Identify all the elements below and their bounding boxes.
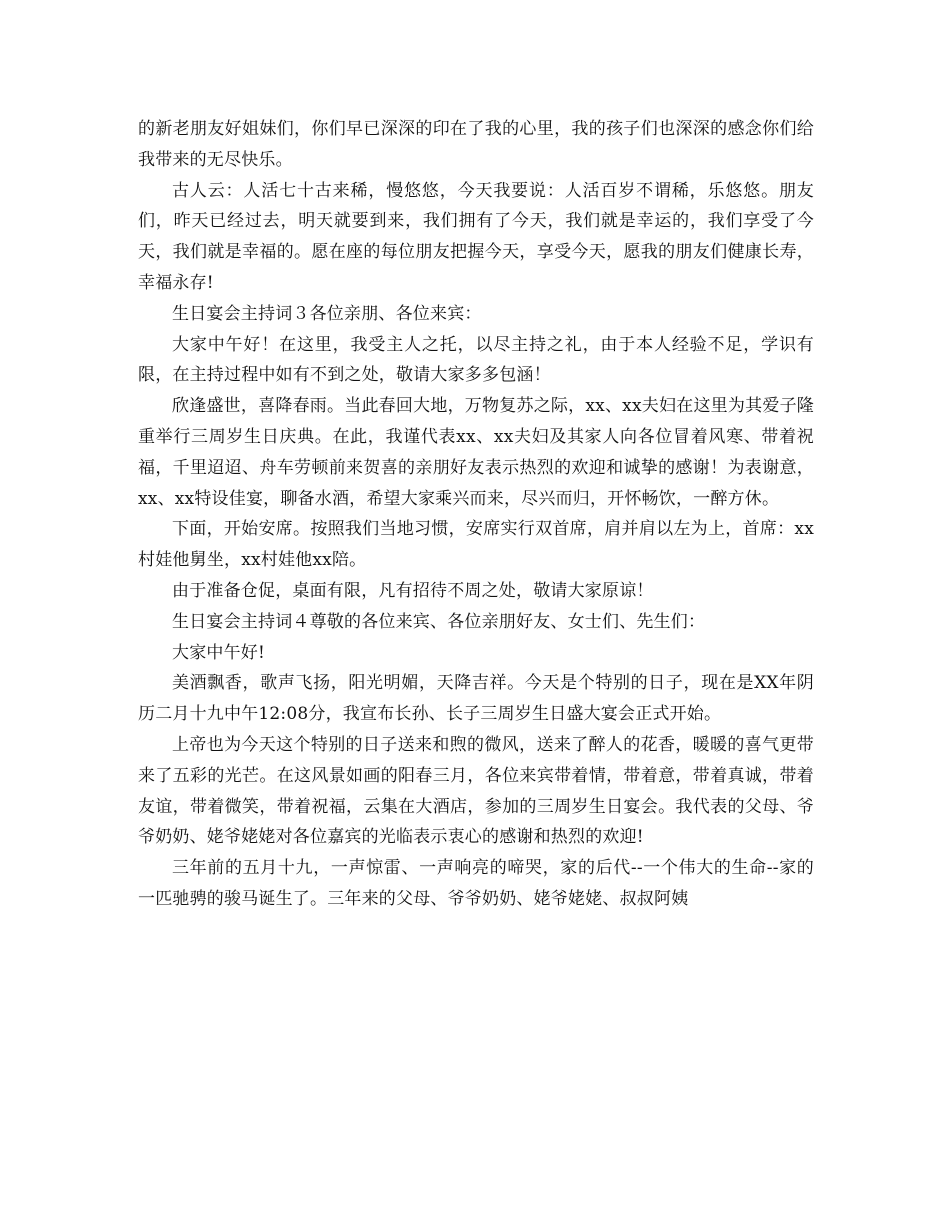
paragraph-2: 古人云：人活七十古来稀，慢悠悠，今天我要说：人活百岁不谓稀，乐悠悠。朋友们，昨天已经过去，明天就要到来，我们拥有了今天，我们就是幸运的，我们享受了今天，我们就是幸福的。愿在座的每位朋友把握今天，享受今天，愿我的朋友们健康长寿，幸福永存! [138,180,814,293]
paragraph-10: 美酒飘香，歌声飞扬，阳光明媚，天降吉祥。今天是个特别的日子，现在是XX年阴历二月十九中午12:08分，我宣布长孙、长子三周岁生日盛大宴会正式开始。 [138,673,814,725]
document-page [138,114,814,915]
paragraph-1: 的新老朋友好姐妹们，你们早已深深的印在了我的心里，我的孩子们也深深的感念你们给我带来的无尽快乐。 [138,119,814,170]
paragraph-4: 大家中午好！在这里，我受主人之托，以尽主持之礼，由于本人经验不足，学识有限，在主持过程中如有不到之处，敬请大家多多包涵！ [138,334,814,386]
paragraph-8-heading: 生日宴会主持词４尊敬的各位来宾、各位亲朋好友、女士们、先生们： [172,611,706,632]
paragraph-11: 上帝也为今天这个特别的日子送来和煦的微风，送来了醉人的花香，暖暖的喜气更带来了五彩的光芒。在这风景如画的阳春三月，各位来宾带着情，带着意，带着真诚，带着友谊，带着微笑，带着祝福，云集在大酒店，参加的三周岁生日宴会。我代表的父母、爷爷奶奶、姥爷姥姥对各位嘉宾的光临表示衷心的感谢和热烈的欢迎! [138,734,814,848]
paragraph-3-heading: 生日宴会主持词３各位亲朋、各位来宾： [172,303,482,324]
paragraph-12: 三年前的五月十九，一声惊雷、一声响亮的啼哭，家的后代--一个伟大的生命--家的一匹驰骋的骏马诞生了。三年来的父母、爷爷奶奶、姥爷姥姥、叔叔阿姨 [138,858,814,909]
paragraph-6: 下面，开始安席。按照我们当地习惯，安席实行双首席，肩并肩以左为上，首席：xx村娃他舅坐，xx村娃他xx陪。 [138,519,814,571]
paragraph-5: 欣逢盛世，喜降春雨。当此春回大地，万物复苏之际，xx、xx夫妇在这里为其爱子隆重举行三周岁生日庆典。在此，我谨代表xx、xx夫妇及其家人向各位冒着风寒、带着祝福，千里迢迢、舟车劳顿前来贺喜的亲朋好友表示热烈的欢迎和诚挚的感谢！为表谢意，xx、xx特设佳宴，聊备水酒，希望大家乘兴而来，尽兴而归，开怀畅饮，一醉方休。 [138,396,814,509]
paragraph-9: 大家中午好! [172,642,266,663]
paragraph-7: 由于准备仓促，桌面有限，凡有招待不周之处，敬请大家原谅！ [172,580,654,601]
